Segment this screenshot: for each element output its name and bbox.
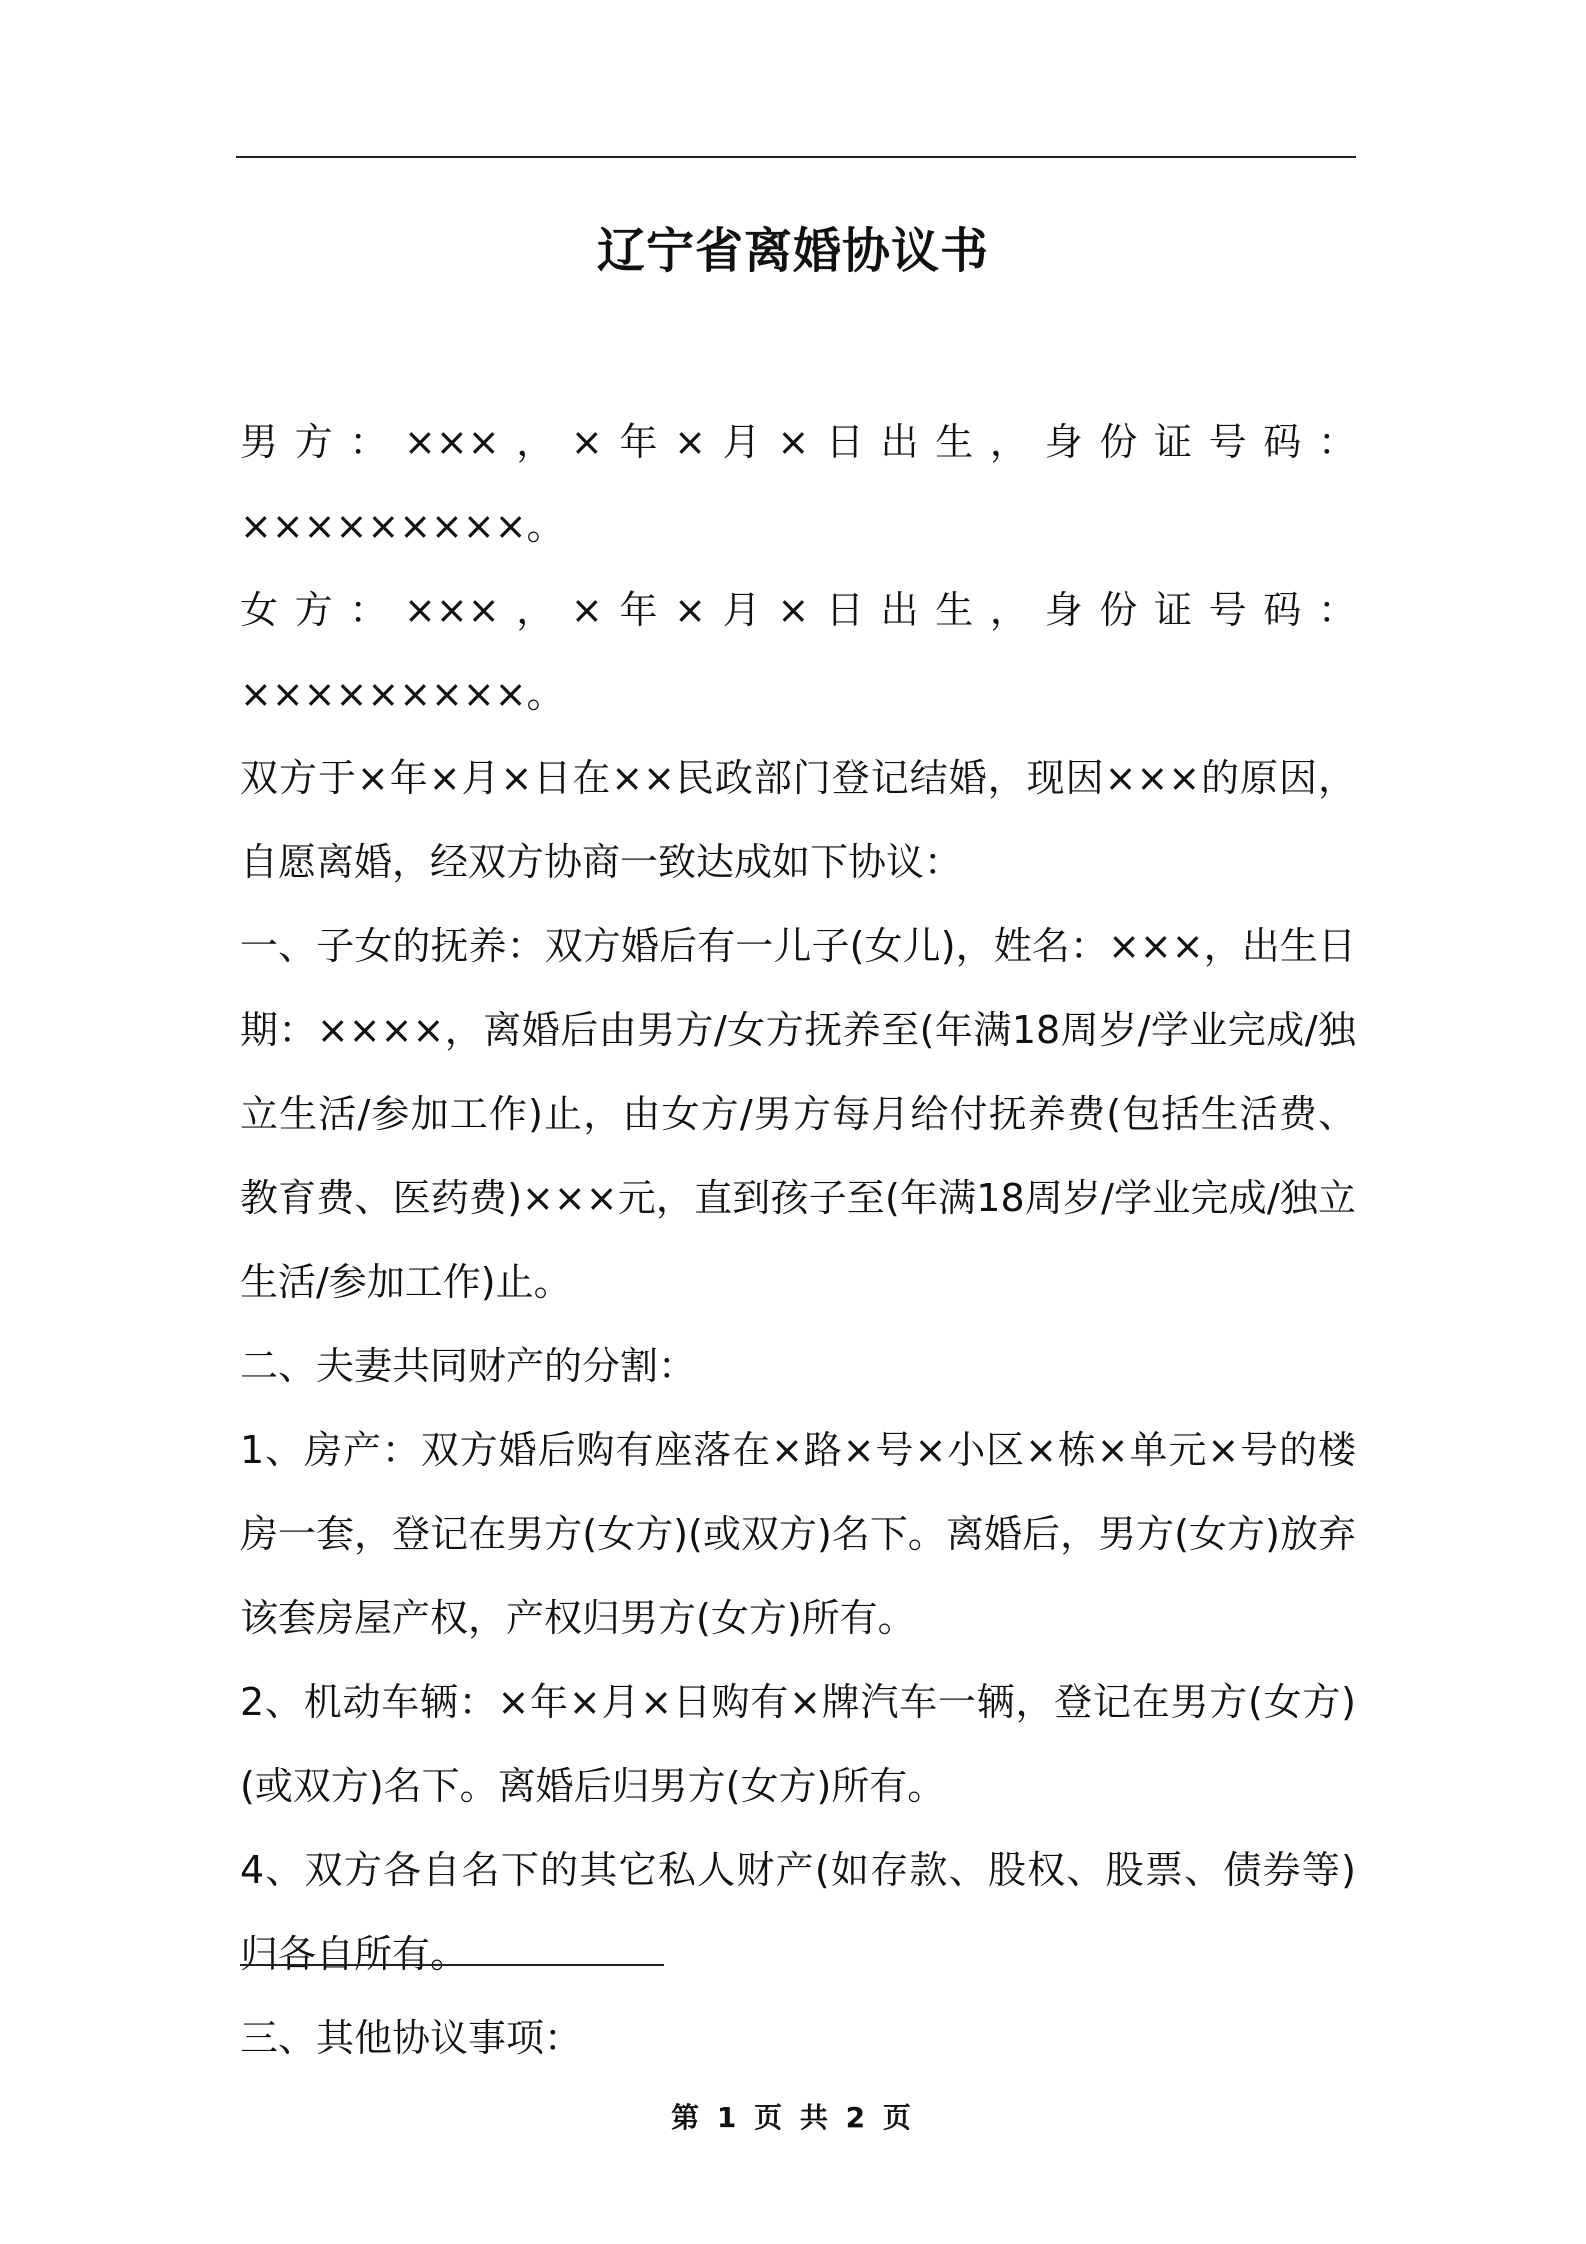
document-title: 辽宁省离婚协议书 (596, 223, 989, 279)
marriage-statement-paragraph: 双方于×年×月×日在××民政部门登记结婚，现因×××的原因，自愿离婚，经双方协商一致达成如下协议： (240, 756, 1356, 884)
vehicle-paragraph: 2、机动车辆：×年×月×日购有×牌汽车一辆，登记在男方(女方)(或双方)名下。离婚后归男方(女方)所有。 (240, 1680, 1356, 1808)
child-custody-paragraph: 一、子女的抚养：双方婚后有一儿子(女儿)，姓名：×××，出生日期：××××，离婚后由男方/女方抚养至(年满18周岁/学业完成/独立生活/参加工作)止，由女方/男方每月给付抚养费(包括生活费、教育费、医药费)×××元，直到孩子至(年满18周岁/学业完成/独立生活/参加工作)止。 (240, 924, 1356, 1304)
header-rule (236, 156, 1356, 158)
personal-property-paragraph: 4、双方各自名下的其它私人财产(如存款、股权、股票、债券等)归各自所有。 (240, 1848, 1356, 1976)
property-division-heading: 二、夫妻共同财产的分割： (240, 1344, 697, 1388)
document-body (240, 400, 1356, 2080)
other-matters-heading: 三、其他协议事项： (240, 2016, 583, 2060)
fill-in-blank-line (240, 1964, 664, 1966)
real-estate-paragraph: 1、房产：双方婚后购有座落在×路×号×小区×栋×单元×号的楼房一套，登记在男方(女方)(或双方)名下。离婚后，男方(女方)放弃该套房屋产权，产权归男方(女方)所有。 (240, 1428, 1356, 1640)
male-party-paragraph: 男方：×××，×年×月×日出生，身份证号码：×××××××××。 (240, 420, 1356, 548)
female-party-paragraph: 女方：×××，×年×月×日出生，身份证号码：×××××××××。 (240, 588, 1356, 716)
page-number-footer: 第 1 页 共 2 页 (671, 2101, 915, 2134)
